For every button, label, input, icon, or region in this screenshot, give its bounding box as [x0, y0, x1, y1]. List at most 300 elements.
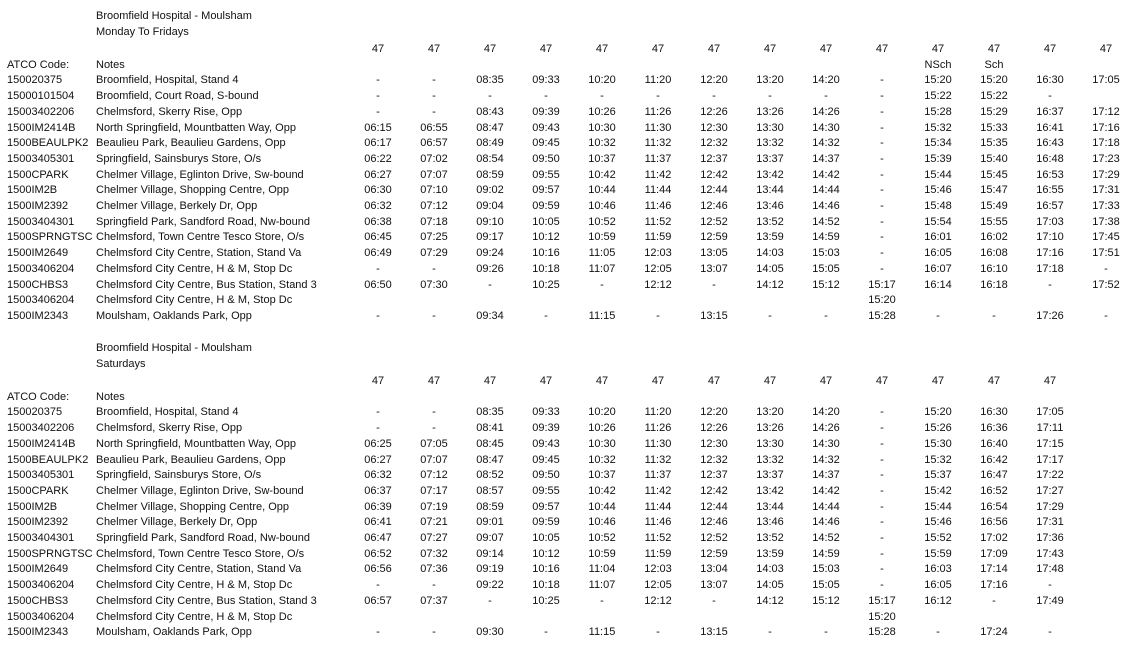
departure-time: 17:31	[1036, 516, 1064, 529]
departure-time: 07:30	[420, 278, 448, 291]
departure-time: -	[376, 90, 380, 103]
departure-time: 07:18	[420, 215, 448, 228]
departure-time: 17:45	[1092, 231, 1120, 244]
departure-time: 06:17	[364, 137, 392, 150]
departure-time: 17:15	[1036, 437, 1064, 450]
departure-time: -	[880, 532, 884, 544]
departure-time: 07:12	[420, 200, 448, 212]
departure-time: 13:26	[756, 105, 784, 118]
departure-time: -	[432, 74, 436, 87]
departure-time: 12:59	[700, 231, 728, 244]
departure-time: 12:03	[644, 563, 672, 576]
departure-time: 17:43	[1036, 547, 1064, 560]
departure-time: 06:39	[364, 500, 392, 513]
departure-time: 17:26	[1036, 309, 1064, 322]
route-number: 47	[763, 43, 777, 55]
departure-time: 17:22	[1036, 469, 1064, 482]
stop-row	[0, 468, 1129, 484]
departure-time: 17:38	[1092, 215, 1120, 228]
departure-time: 13:30	[756, 121, 784, 134]
departure-time: 13:15	[700, 626, 728, 639]
departure-time: -	[376, 105, 380, 118]
departure-time: 15:40	[980, 152, 1008, 165]
departure-time: 12:12	[644, 278, 672, 291]
departure-time: 15:46	[924, 184, 952, 197]
header-row	[0, 390, 1129, 406]
stop-row	[0, 610, 1129, 626]
departure-time: 09:22	[476, 579, 504, 592]
departure-time: -	[432, 309, 436, 322]
route-number: 47	[371, 375, 385, 387]
departure-time: 14:12	[756, 594, 784, 607]
departure-time: 11:46	[644, 516, 672, 529]
atco-code: 15003405301	[7, 152, 75, 165]
departure-time: -	[488, 594, 492, 607]
stop-name: Chelmsford, Skerry Rise, Opp	[96, 422, 243, 435]
stop-name: Chelmer Village, Berkely Dr, Opp	[96, 516, 258, 529]
departure-time: 17:16	[980, 579, 1008, 592]
departure-time: -	[880, 484, 884, 497]
route-number: 47	[1099, 43, 1113, 55]
departure-time: -	[376, 74, 380, 87]
atco-code: 1500BEAULPK2	[7, 453, 89, 466]
stop-row	[0, 421, 1129, 437]
departure-time: -	[432, 422, 436, 435]
service-days: Saturdays	[96, 358, 146, 370]
atco-code: 1500IM2392	[7, 516, 69, 529]
atco-code: 1500IM2B	[7, 500, 58, 513]
departure-time: 12:42	[700, 168, 728, 181]
departure-time: -	[432, 406, 436, 419]
header-row	[0, 58, 1129, 74]
stop-name: Beaulieu Park, Beaulieu Gardens, Opp	[96, 453, 286, 466]
departure-time: 06:22	[364, 152, 392, 165]
departure-time: 12:30	[700, 437, 728, 450]
stop-row	[0, 453, 1129, 469]
departure-time: 09:19	[476, 563, 504, 576]
departure-time: 16:14	[924, 278, 952, 291]
departure-time: 09:45	[532, 137, 560, 150]
stop-row	[0, 199, 1129, 215]
departure-time: 16:40	[980, 437, 1008, 450]
route-number: 47	[651, 375, 665, 387]
stop-row	[0, 547, 1129, 563]
departure-time: 06:49	[364, 247, 392, 260]
departure-time: 11:52	[644, 532, 672, 544]
departure-time: 06:27	[364, 453, 392, 466]
departure-time: -	[880, 105, 884, 118]
departure-time: 10:30	[588, 437, 616, 450]
departure-time: 11:46	[644, 200, 672, 212]
departure-time: 11:26	[644, 422, 672, 435]
departure-time: 08:57	[476, 484, 504, 497]
departure-time: 15:28	[868, 309, 896, 322]
departure-time: 11:20	[644, 406, 672, 419]
departure-time: -	[880, 137, 884, 150]
stop-name: Broomfield, Hospital, Stand 4	[96, 406, 239, 419]
atco-code: 15003406204	[7, 294, 75, 307]
departure-time: 17:05	[1092, 74, 1120, 87]
route-number: 47	[707, 43, 721, 55]
departure-time: 16:08	[980, 247, 1008, 260]
departure-time: 15:32	[924, 453, 952, 466]
departure-time: 17:23	[1092, 152, 1120, 165]
departure-time: 07:02	[420, 152, 448, 165]
departure-time: 16:36	[980, 422, 1008, 435]
departure-time: -	[824, 90, 828, 103]
departure-time: -	[432, 579, 436, 592]
departure-time: 16:01	[924, 231, 952, 244]
departure-time: 15:03	[812, 247, 840, 260]
departure-time: -	[880, 469, 884, 482]
departure-time: 15:48	[924, 200, 952, 212]
departure-time: 15:12	[812, 594, 840, 607]
departure-time: 07:32	[420, 547, 448, 560]
departure-time: 16:12	[924, 594, 952, 607]
departure-time: 14:46	[812, 516, 840, 529]
stop-name: Chelmsford City Centre, H & M, Stop Dc	[96, 294, 293, 307]
route-number: 47	[763, 375, 777, 387]
departure-time: 17:17	[1036, 453, 1064, 466]
stop-row	[0, 89, 1129, 105]
departure-time: 10:26	[588, 105, 616, 118]
stop-name: Springfield, Sainsburys Store, O/s	[96, 152, 262, 165]
departure-time: 12:20	[700, 406, 728, 419]
departure-time: 11:15	[588, 626, 616, 639]
departure-time: 17:14	[980, 563, 1008, 576]
departure-time: 12:59	[700, 547, 728, 560]
departure-time: 17:52	[1092, 278, 1120, 291]
departure-time: 07:37	[420, 594, 448, 607]
route-number: 47	[987, 375, 1001, 387]
atco-code: 1500CPARK	[7, 168, 69, 181]
departure-time: -	[712, 278, 716, 291]
departure-time: 15:20	[980, 74, 1008, 87]
departure-time: 09:10	[476, 215, 504, 228]
atco-code: 15003406204	[7, 262, 75, 275]
departure-time: 10:16	[532, 247, 560, 260]
departure-time: -	[376, 626, 380, 639]
route-number: 47	[987, 43, 1001, 55]
departure-time: 09:30	[476, 626, 504, 639]
stop-name: Chelmer Village, Berkely Dr, Opp	[96, 200, 258, 212]
departure-time: -	[880, 579, 884, 592]
departure-time: 10:59	[588, 547, 616, 560]
departure-time: 17:03	[1036, 215, 1064, 228]
stop-row	[0, 562, 1129, 578]
departure-time: -	[880, 453, 884, 466]
departure-time: 16:18	[980, 278, 1008, 291]
departure-time: 14:42	[812, 168, 840, 181]
departure-time: 07:17	[420, 484, 448, 497]
departure-time: -	[880, 152, 884, 165]
departure-time: 10:44	[588, 500, 616, 513]
departure-time: 07:25	[420, 231, 448, 244]
departure-time: 13:42	[756, 484, 784, 497]
stop-name: Chelmer Village, Eglinton Drive, Sw-bound	[96, 168, 304, 181]
departure-time: 06:41	[364, 516, 392, 529]
departure-time: -	[600, 594, 604, 607]
stop-row	[0, 230, 1129, 246]
departure-time: 15:17	[868, 278, 896, 291]
departure-time: -	[768, 626, 772, 639]
departure-time: -	[600, 90, 604, 103]
departure-time: 10:32	[588, 453, 616, 466]
departure-time: -	[1048, 278, 1052, 291]
departure-time: 10:16	[532, 563, 560, 576]
departure-time: -	[432, 626, 436, 639]
stop-row	[0, 136, 1129, 152]
departure-time: 16:57	[1036, 200, 1064, 212]
departure-time: 17:16	[1092, 121, 1120, 134]
departure-time: 08:35	[476, 74, 504, 87]
departure-time: -	[712, 90, 716, 103]
departure-time: 07:19	[420, 500, 448, 513]
departure-time: 13:30	[756, 437, 784, 450]
departure-time: 14:32	[812, 453, 840, 466]
stop-name: Chelmsford City Centre, H & M, Stop Dc	[96, 262, 293, 275]
departure-time: 10:18	[532, 579, 560, 592]
route-number: 47	[819, 43, 833, 55]
departure-time: -	[488, 278, 492, 291]
departure-time: 14:42	[812, 484, 840, 497]
route-number: 47	[875, 43, 889, 55]
departure-time: 10:20	[588, 406, 616, 419]
departure-time: 16:30	[1036, 74, 1064, 87]
departure-time: 09:57	[532, 184, 560, 197]
departure-time: 16:53	[1036, 168, 1064, 181]
note-cell: NSch	[924, 58, 952, 71]
stop-name: Springfield Park, Sandford Road, Nw-bound	[96, 532, 311, 544]
departure-time: -	[376, 309, 380, 322]
stop-name: Broomfield, Hospital, Stand 4	[96, 74, 239, 87]
departure-time: -	[544, 90, 548, 103]
route-number: 47	[931, 375, 945, 387]
departure-time: 12:44	[700, 184, 728, 197]
departure-time: 17:10	[1036, 231, 1064, 244]
departure-time: 11:07	[588, 579, 616, 592]
atco-code: 1500IM2343	[7, 309, 69, 322]
departure-time: -	[936, 626, 940, 639]
departure-time: 14:26	[812, 105, 840, 118]
departure-time: 08:49	[476, 137, 504, 150]
departure-time: 15:37	[924, 469, 952, 482]
departure-time: 09:43	[532, 121, 560, 134]
departure-time: 08:59	[476, 168, 504, 181]
stop-name: Moulsham, Oaklands Park, Opp	[96, 626, 252, 639]
departure-time: 06:45	[364, 231, 392, 244]
departure-time: 07:05	[420, 437, 448, 450]
departure-time: 15:33	[980, 121, 1008, 134]
route-number-row	[0, 42, 1129, 58]
departure-time: 11:44	[644, 184, 672, 197]
departure-time: 15:05	[812, 579, 840, 592]
route-number: 47	[931, 43, 945, 55]
departure-time: 11:26	[644, 105, 672, 118]
departure-time: 10:37	[588, 469, 616, 482]
departure-time: 15:32	[924, 121, 952, 134]
departure-time: 10:42	[588, 168, 616, 181]
departure-time: 10:52	[588, 215, 616, 228]
departure-time: 11:20	[644, 74, 672, 87]
departure-time: 15:03	[812, 563, 840, 576]
departure-time: -	[880, 563, 884, 576]
departure-time: 15:20	[868, 294, 896, 307]
departure-time: 10:25	[532, 278, 560, 291]
departure-time: 09:45	[532, 453, 560, 466]
departure-time: 14:30	[812, 437, 840, 450]
departure-time: -	[376, 422, 380, 435]
departure-time: 06:52	[364, 547, 392, 560]
departure-time: 17:12	[1092, 105, 1120, 118]
departure-time: 11:05	[588, 247, 616, 260]
departure-time: 14:20	[812, 406, 840, 419]
departure-time: 13:20	[756, 74, 784, 87]
departure-time: 15:42	[924, 484, 952, 497]
stop-row	[0, 309, 1129, 325]
stop-row	[0, 531, 1129, 547]
atco-code: 1500IM2392	[7, 200, 69, 212]
departure-time: 12:12	[644, 594, 672, 607]
departure-time: 06:37	[364, 484, 392, 497]
route-number: 47	[539, 43, 553, 55]
atco-code: 15003406204	[7, 579, 75, 592]
note-cell: Sch	[984, 58, 1004, 71]
departure-time: 15:12	[812, 278, 840, 291]
atco-code: 1500IM2649	[7, 247, 69, 260]
stop-row	[0, 515, 1129, 531]
departure-time: 11:04	[588, 563, 616, 576]
departure-time: -	[880, 231, 884, 244]
departure-time: 11:44	[644, 500, 672, 513]
departure-time: 13:15	[700, 309, 728, 322]
departure-time: 11:30	[644, 437, 672, 450]
departure-time: 06:15	[364, 121, 392, 134]
notes-header: Notes	[96, 58, 125, 71]
departure-time: 09:24	[476, 247, 504, 260]
departure-time: 11:32	[644, 137, 672, 150]
departure-time: 10:46	[588, 200, 616, 212]
departure-time: 14:12	[756, 278, 784, 291]
departure-time: -	[376, 262, 380, 275]
departure-time: 15:45	[980, 168, 1008, 181]
departure-time: 09:50	[532, 469, 560, 482]
departure-time: 10:12	[532, 231, 560, 244]
stop-name: Chelmsford City Centre, Bus Station, Stand 3	[96, 278, 317, 291]
departure-time: 07:10	[420, 184, 448, 197]
departure-time: 15:20	[868, 610, 896, 623]
atco-code: 15000101504	[7, 90, 75, 103]
stop-row	[0, 278, 1129, 294]
route-number: 47	[371, 43, 385, 55]
departure-time: 14:03	[756, 563, 784, 576]
departure-time: 07:12	[420, 469, 448, 482]
departure-time: 07:27	[420, 532, 448, 544]
departure-time: -	[880, 247, 884, 260]
departure-time: 12:30	[700, 121, 728, 134]
departure-time: 06:25	[364, 437, 392, 450]
departure-time: 10:05	[532, 532, 560, 544]
departure-time: 15:20	[924, 74, 952, 87]
departure-time: 07:36	[420, 563, 448, 576]
stop-row	[0, 484, 1129, 500]
departure-time: 12:32	[700, 137, 728, 150]
departure-time: 10:59	[588, 231, 616, 244]
departure-time: 09:39	[532, 105, 560, 118]
notes-header: Notes	[96, 390, 125, 403]
atco-code: 15003404301	[7, 215, 75, 228]
departure-time: 14:52	[812, 532, 840, 544]
route-title: Broomfield Hospital - Moulsham	[96, 342, 252, 354]
departure-time: 17:51	[1092, 247, 1120, 260]
departure-time: 11:42	[644, 168, 672, 181]
atco-header: ATCO Code:	[7, 58, 70, 71]
departure-time: 07:07	[420, 453, 448, 466]
route-number: 47	[595, 375, 609, 387]
departure-time: -	[656, 90, 660, 103]
departure-time: 11:59	[644, 547, 672, 560]
departure-time: 17:18	[1092, 137, 1120, 150]
departure-time: 09:01	[476, 516, 504, 529]
departure-time: 16:52	[980, 484, 1008, 497]
departure-time: 15:49	[980, 200, 1008, 212]
departure-time: -	[768, 90, 772, 103]
departure-time: 13:04	[700, 563, 728, 576]
departure-time: 10:52	[588, 532, 616, 544]
stop-name: Chelmsford, Town Centre Tesco Store, O/s	[96, 231, 305, 244]
departure-time: 17:18	[1036, 262, 1064, 275]
departure-time: 08:35	[476, 406, 504, 419]
departure-time: 14:44	[812, 500, 840, 513]
departure-time: 16:55	[1036, 184, 1064, 197]
departure-time: 16:05	[924, 247, 952, 260]
departure-time: 13:44	[756, 500, 784, 513]
departure-time: 09:39	[532, 422, 560, 435]
stop-name: Chelmsford City Centre, H & M, Stop Dc	[96, 610, 293, 623]
departure-time: 06:55	[420, 121, 448, 134]
departure-time: 14:59	[812, 547, 840, 560]
departure-time: 12:03	[644, 247, 672, 260]
atco-code: 1500CPARK	[7, 484, 69, 497]
departure-time: 07:21	[420, 516, 448, 529]
departure-time: 12:44	[700, 500, 728, 513]
route-number: 47	[539, 375, 553, 387]
departure-time: -	[880, 262, 884, 275]
departure-time: -	[880, 168, 884, 181]
departure-time: 14:46	[812, 200, 840, 212]
departure-time: 15:20	[924, 406, 952, 419]
departure-time: 14:03	[756, 247, 784, 260]
departure-time: 09:59	[532, 516, 560, 529]
departure-time: 16:10	[980, 262, 1008, 275]
stop-row	[0, 262, 1129, 278]
departure-time: 09:55	[532, 168, 560, 181]
departure-time: -	[992, 594, 996, 607]
departure-time: 09:14	[476, 547, 504, 560]
departure-time: -	[1048, 579, 1052, 592]
departure-time: -	[1104, 309, 1108, 322]
route-number: 47	[707, 375, 721, 387]
departure-time: 08:47	[476, 121, 504, 134]
departure-time: 09:04	[476, 200, 504, 212]
departure-time: -	[992, 309, 996, 322]
departure-time: 10:20	[588, 74, 616, 87]
departure-time: 13:59	[756, 547, 784, 560]
stop-row	[0, 183, 1129, 199]
departure-time: 15:30	[924, 437, 952, 450]
departure-time: -	[880, 74, 884, 87]
atco-code: 1500IM2B	[7, 184, 58, 197]
